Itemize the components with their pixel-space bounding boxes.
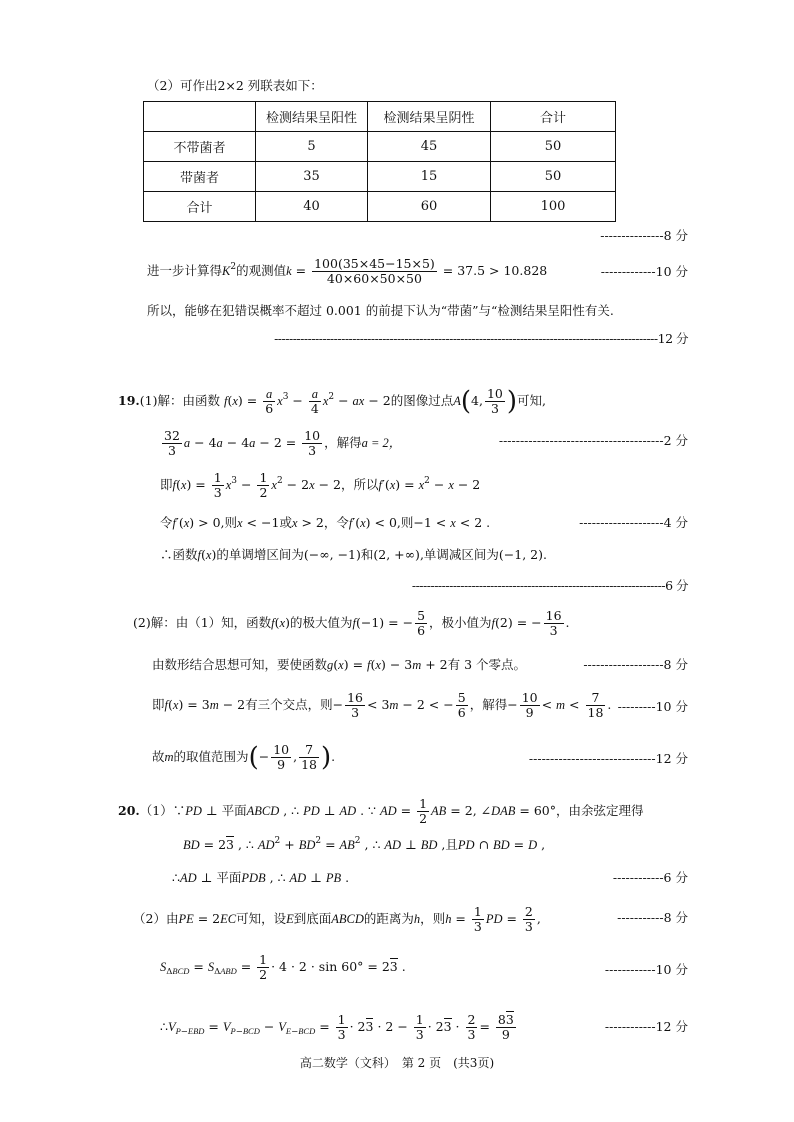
q20-text: （1）∵ bbox=[139, 803, 186, 818]
score-mark: --------------------4 分 bbox=[579, 515, 688, 530]
score-mark: -------------10 分 bbox=[600, 264, 688, 279]
q20-text: ，由余弦定理得 bbox=[556, 803, 644, 818]
q19-text: 令 bbox=[160, 515, 173, 530]
table-cell: 35 bbox=[256, 162, 368, 192]
q19-text: 的图像过点 bbox=[390, 393, 454, 408]
q20-line-6: $\therefore V_{P-EBD} = V_{P-BCD} - V_{E-BCD}$ = $\frac{1}{3}$ · 23 · 2 − $\frac{1}{3}$ · 23 · $\frac{2}{3}$ = $\frac{83}{9}$ bbox=[160, 1012, 514, 1042]
score-mark: ------------6 分 bbox=[612, 870, 688, 885]
table-cell: 不带菌者 bbox=[144, 132, 256, 162]
q19-line-2: $\frac{32}{3}$ a − 4a − 4a − 2 = $\frac{10}{3}$ ，解得a = 2， bbox=[164, 428, 402, 458]
q19-text: ∴函数 bbox=[160, 547, 198, 562]
table-header-row bbox=[144, 102, 616, 132]
table-cell: 50 bbox=[491, 162, 616, 192]
table-header-cell: 合计 bbox=[491, 102, 616, 132]
table-row bbox=[144, 132, 616, 162]
score-mark: ------------------------------12 分 bbox=[528, 751, 688, 766]
q20-line-3: ∴AD ⊥ 平面PDB , ∴ AD ⊥ PB . bbox=[172, 870, 350, 885]
q19-text: 故 bbox=[152, 749, 165, 764]
k2-denominator: 40×60×50×50 bbox=[326, 271, 422, 286]
score-mark: ---------------------------------------2 分 bbox=[498, 433, 688, 448]
q19-text: 的极大值为 bbox=[290, 615, 353, 630]
table-cell: 40 bbox=[256, 192, 368, 222]
q19-text: a = 2， bbox=[361, 436, 402, 450]
table-cell: 100 bbox=[491, 192, 616, 222]
table-header-cell bbox=[144, 102, 256, 132]
q19-text: 的取值范围为 bbox=[173, 749, 249, 764]
score-mark: -----------8 分 bbox=[617, 910, 688, 925]
q19-line-8: 即f(x) = 3m − 2有三个交点，则− $\frac{16}{3}$ < 3m − 2 < − $\frac{5}{6}$ ，解得− $\frac{10}{9}$ < m < $\frac{7}{18}$ . bbox=[152, 690, 612, 720]
q19-text: 的单调增区间为 bbox=[216, 547, 304, 562]
q19-text: ,单调减区间为 bbox=[419, 547, 499, 562]
intro-text: （2）可作出2×2 列联表如下： bbox=[147, 78, 323, 93]
q19-text: ，令 bbox=[323, 515, 349, 530]
q20-text: （2）由 bbox=[133, 911, 179, 926]
q19-text: 即 bbox=[160, 477, 173, 492]
contingency-table bbox=[143, 101, 616, 222]
q20-text: 平面 bbox=[216, 870, 242, 885]
k2-numerator: 100(35×45−15×5) bbox=[314, 256, 435, 271]
q19-text: 有 3 个零点。 bbox=[447, 657, 527, 672]
score-mark: -------------------------------------------------------------------------------------------------------12 分 bbox=[274, 331, 688, 346]
q20-number: 20. bbox=[118, 803, 140, 818]
q19-line-5: ∴函数f(x)的单调增区间为(−∞, −1)和(2, +∞),单调减区间为(−1, 2). bbox=[160, 547, 547, 562]
q19-text: ，极小值为 bbox=[429, 615, 492, 630]
q20-text: ，则 bbox=[420, 911, 446, 926]
q20-text: 可知，设 bbox=[236, 911, 287, 926]
q20-line-4: （2）由PE = 2EC可知，设E到底面ABCD的距离为h，则h = $\frac{1}{3}$ PD = $\frac{2}{3}$ , bbox=[133, 904, 541, 934]
q19-text: 有三个交点，则 bbox=[245, 697, 333, 712]
table-cell: 60 bbox=[368, 192, 491, 222]
q19-line-3: 即f(x) = $\frac{1}{3}$ $x^3$ − $\frac{1}{2}$ $x^2 - 2x - 2$，所以$f'(x) = x^2 - x - 2$ bbox=[160, 470, 481, 500]
q19-text: 和 bbox=[360, 547, 374, 562]
q19-text: 即 bbox=[152, 697, 165, 712]
q19-text: ,则 bbox=[396, 515, 414, 530]
q20-line-2: BD = 23 , ∴ $AD^2 + BD^2 = AB^2$ , ∴ AD ⊥ BD ,且PD ∩ BD = D , bbox=[183, 836, 546, 852]
conclusion-text: 所以，能够在犯错误概率不超过 0.001 的前提下认为“带菌”与“检测结果呈阳性有关. bbox=[147, 303, 614, 318]
q20-line-5: $S_{\Delta BCD} = S_{\Delta ABD}$ = $\frac{1}{2}$ · 4 · 2 · sin 60° = 23 . bbox=[160, 952, 406, 982]
table-header-cell: 检测结果呈阴性 bbox=[368, 102, 491, 132]
k2-prefix: 进一步计算得 bbox=[147, 263, 223, 278]
table-cell: 5 bbox=[256, 132, 368, 162]
q19-number: 19. bbox=[118, 393, 140, 408]
q19-line-6: (2)解：由（1）知，函数f(x)的极大值为f(−1) = − $\frac{5}{6}$ ，极小值为f(2) = − $\frac{16}{3}$ . bbox=[133, 608, 570, 638]
q19-text: 可知, bbox=[517, 393, 547, 408]
q19-text: ，解得 bbox=[469, 697, 508, 712]
table-cell: 带菌者 bbox=[144, 162, 256, 192]
table-cell: 15 bbox=[368, 162, 491, 192]
q19-text: ，解得 bbox=[324, 435, 362, 450]
score-mark: -------------------8 分 bbox=[583, 657, 688, 672]
k2-fraction bbox=[312, 257, 437, 286]
score-mark: ---------10 分 bbox=[617, 699, 688, 714]
q19-line-9: 故m的取值范围为(− $\frac{10}{9}$ , $\frac{7}{18}$ ). bbox=[152, 742, 336, 773]
k2-line: 进一步计算得$K^2$的观测值k = $\frac{100(35\times 45-15\times 5)}{40\times 60\times 50\times 50}$ = 37.5 > 10.828 bbox=[147, 256, 548, 286]
table-row bbox=[144, 192, 616, 222]
q19-intro: (1)解：由函数 bbox=[139, 393, 220, 408]
q20-text: 平面 bbox=[221, 803, 247, 818]
page-footer: 高二数学（文科） 第 2 页 (共3页) bbox=[299, 1056, 495, 1070]
q20-text: 且 bbox=[445, 837, 458, 852]
q19-text: ,则 bbox=[220, 515, 238, 530]
table-header-cell: 检测结果呈阳性 bbox=[256, 102, 368, 132]
score-mark: ------------12 分 bbox=[604, 1019, 688, 1034]
q20-text: ∴ bbox=[172, 870, 180, 885]
k2-text: 的观测值 bbox=[236, 263, 287, 278]
q20-line-1: 20.（1）∵PD ⊥ 平面ABCD , ∴ PD ⊥ AD . ∵ AD = $\frac{1}{2}$ AB = 2, ∠DAB = 60°，由余弦定理得 bbox=[118, 796, 644, 826]
q19-text: ，所以 bbox=[341, 477, 379, 492]
table-cell: 50 bbox=[491, 132, 616, 162]
score-mark: ---------------8 分 bbox=[600, 228, 688, 243]
score-mark: ------------10 分 bbox=[604, 962, 688, 977]
q20-text: 到底面 bbox=[293, 911, 332, 926]
q19-text: 或 bbox=[279, 515, 292, 530]
q19-line-1: 19.(1)解：由函数 f(x) = $\frac{a}{6}$ $x^3$ − $\frac{a}{4}$ $x^2$ − ax − 2的图像过点A(4, $\frac{10}{3}$ )可知, bbox=[118, 386, 547, 417]
q20-text: 的距离为 bbox=[363, 911, 414, 926]
k2-result: = 37.5 > 10.828 bbox=[442, 263, 548, 278]
table-cell: 45 bbox=[368, 132, 491, 162]
q19-line-7: 由数形结合思想可知，要使函数g(x) = f(x) − 3m + 2有 3 个零点。 bbox=[152, 657, 527, 672]
table-cell: 合计 bbox=[144, 192, 256, 222]
q19-text: 由数形结合思想可知，要使函数 bbox=[152, 657, 328, 672]
score-mark: --------------------------------------------------------------------6 分 bbox=[411, 578, 688, 593]
q19-line-4: 令f′(x) > 0,则x < −1或x > 2，令f′(x) < 0,则−1 < x < 2 . bbox=[160, 515, 491, 530]
table-row bbox=[144, 162, 616, 192]
q19-text: (2)解：由（1）知，函数 bbox=[133, 615, 272, 630]
